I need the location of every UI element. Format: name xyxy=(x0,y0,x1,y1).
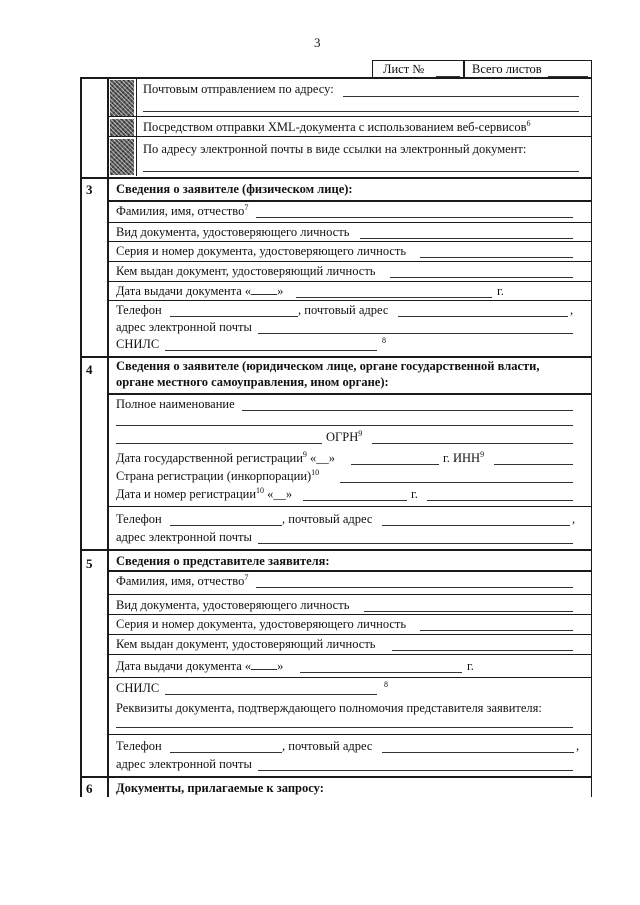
s5-phone-label: Телефон xyxy=(116,739,162,753)
s4-email-field[interactable] xyxy=(258,543,573,544)
s5-authority-field[interactable] xyxy=(116,727,573,728)
s3-phone-field[interactable] xyxy=(170,316,298,317)
s5-doc-type-field[interactable]: Вид документа, удостоверяющего личность xyxy=(116,598,350,612)
s5-postal-label: , почтовый адрес xyxy=(282,739,373,753)
section-4-number: 4 xyxy=(86,362,93,377)
s5-snils-field[interactable] xyxy=(165,694,377,695)
page-number: 3 xyxy=(314,35,321,50)
section-6-title: Документы, прилагаемые к запросу: xyxy=(116,781,324,795)
s4-inn-field[interactable] xyxy=(494,464,573,465)
s5-email-label: адрес электронной почты xyxy=(116,757,252,771)
s3-fio-field[interactable]: Фамилия, имя, отчество$^7$ xyxy=(116,203,249,218)
s3-snils-label: СНИЛС xyxy=(116,337,160,351)
section-5-number: 5 xyxy=(86,556,93,571)
s4-reg-number-field[interactable]: Дата и номер регистрации$^{10}$ «__» xyxy=(116,486,293,501)
s5-fio-field[interactable]: Фамилия, имя, отчество$^7$ xyxy=(116,573,249,588)
section-3-title: Сведения о заявителе (физическом лице): xyxy=(116,182,353,196)
s5-authority-label: Реквизиты документа, подтверждающего полномочия представителя заявителя: xyxy=(116,701,542,715)
s5-issued-by-field[interactable]: Кем выдан документ, удостоверяющий личность xyxy=(116,637,376,651)
section-5-title: Сведения о представителе заявителя: xyxy=(116,554,330,568)
s4-ogrn-field[interactable] xyxy=(372,443,573,444)
s5-email-field[interactable] xyxy=(258,770,573,771)
s5-snils-label: СНИЛС xyxy=(116,681,160,695)
email-delivery-label: По адресу электронной почты в виде ссылки на электронный документ: xyxy=(143,142,527,156)
section-3-number: 3 xyxy=(86,182,93,197)
s3-postal-field[interactable] xyxy=(398,316,568,317)
s4-inn-label: г. ИНН$^9$ xyxy=(443,450,485,465)
s4-phone-field[interactable] xyxy=(170,525,282,526)
s3-email-label: адрес электронной почты xyxy=(116,320,252,334)
s5-issue-date-field[interactable]: Дата выдачи документа « » xyxy=(116,659,284,673)
total-sheets-label: Всего листов xyxy=(472,62,542,76)
s4-phone-label: Телефон xyxy=(116,512,162,526)
s4-postal-field[interactable] xyxy=(382,525,570,526)
email-checkbox[interactable] xyxy=(110,139,134,175)
mail-checkbox[interactable] xyxy=(110,80,134,116)
s3-issued-by-field[interactable]: Кем выдан документ, удостоверяющий личность xyxy=(116,264,376,278)
s5-doc-series-field[interactable]: Серия и номер документа, удостоверяющего личность xyxy=(116,617,407,631)
s3-issue-year-suffix: г. xyxy=(497,284,504,298)
s3-email-field[interactable] xyxy=(258,333,573,334)
s4-country-label: Страна регистрации (инкорпорации)$^{10}$ xyxy=(116,468,320,483)
s4-email-label: адрес электронной почты xyxy=(116,530,252,544)
section-4-title-line1: Сведения о заявителе (юридическом лице, органе государственной власти, xyxy=(116,359,540,373)
s3-snils-field[interactable] xyxy=(165,350,377,351)
s5-postal-field[interactable] xyxy=(382,752,574,753)
s4-ogrn-label: ОГРН$^9$ xyxy=(326,429,363,444)
section-6-number: 6 xyxy=(86,781,93,796)
section-4-title-line2: органе местного самоуправления, ином органе): xyxy=(116,375,389,389)
s5-phone-field[interactable] xyxy=(170,752,282,753)
s3-phone-label: Телефон xyxy=(116,303,162,317)
xml-checkbox[interactable] xyxy=(110,119,134,136)
s4-country-field[interactable] xyxy=(340,482,573,483)
s3-doc-type-field[interactable]: Вид документа, удостоверяющего личность xyxy=(116,225,350,239)
s3-postal-label: , почтовый адрес xyxy=(298,303,389,317)
s4-full-name-field[interactable] xyxy=(242,410,573,411)
s4-full-name-label: Полное наименование xyxy=(116,397,235,411)
sheet-number-label: Лист № xyxy=(383,62,425,76)
s4-reg-date-field[interactable]: Дата государственной регистрации$^9$ «__» xyxy=(116,450,336,465)
s3-doc-series-field[interactable]: Серия и номер документа, удостоверяющего личность xyxy=(116,244,407,258)
mail-delivery-label: Почтовым отправлением по адресу: xyxy=(143,82,334,96)
s4-postal-label: , почтовый адрес xyxy=(282,512,373,526)
s3-issue-date-field[interactable]: Дата выдачи документа « » xyxy=(116,284,284,298)
xml-delivery-label: Посредством отправки XML-документа с использованием веб-сервисов$^6$ xyxy=(143,119,531,134)
